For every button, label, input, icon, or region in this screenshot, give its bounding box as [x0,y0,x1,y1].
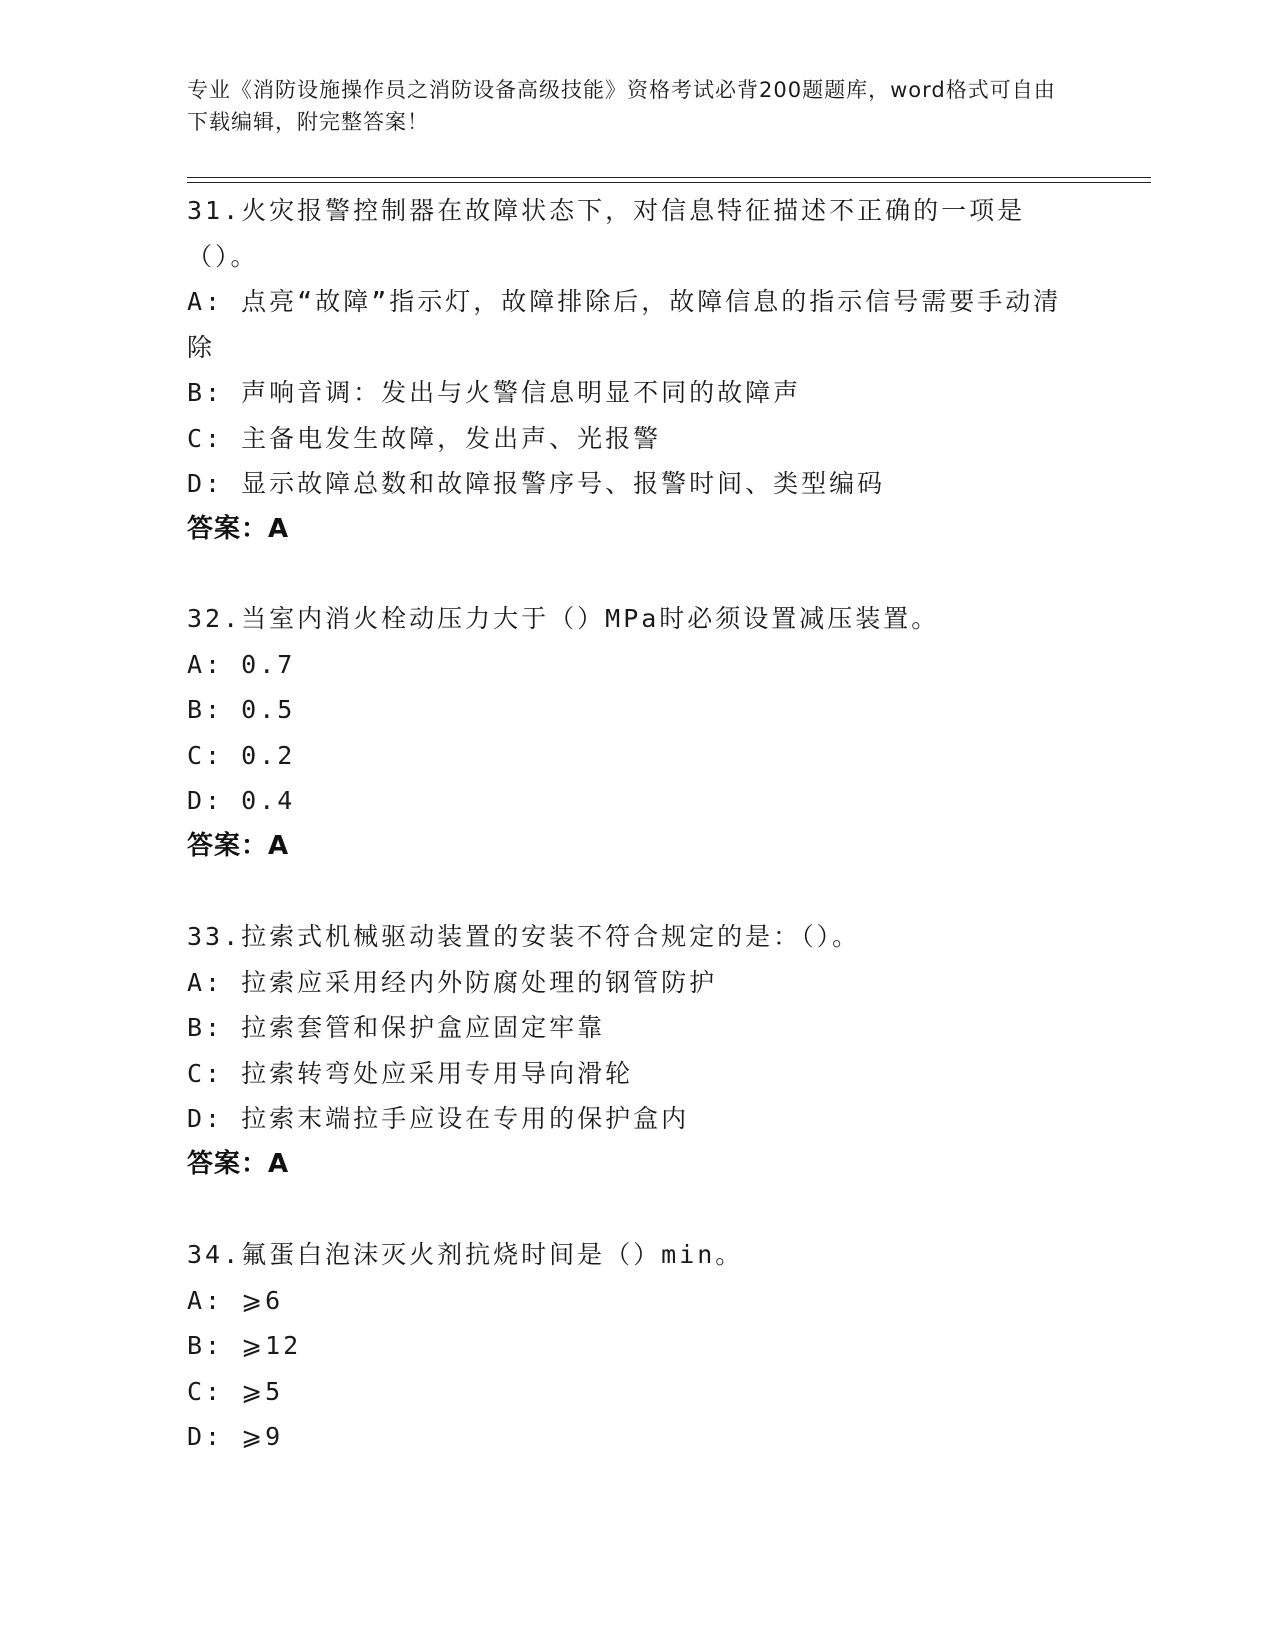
option-d: D: ⩾9 [187,1422,284,1451]
option-b: B: 声响音调：发出与火警信息明显不同的故障声 [187,378,802,407]
option-b: B: ⩾12 [187,1331,302,1360]
header-divider-bottom [187,182,1151,183]
question-33 [187,914,1067,1187]
option-b: B: 0.5 [187,695,296,724]
option-c: C: 拉索转弯处应采用专用导向滑轮 [187,1058,634,1088]
option-c: C: 0.2 [187,740,296,770]
question-stem: 32.当室内消火栓动压力大于（）MPa时必须设置减压装置。 [187,604,940,633]
question-32 [187,596,1067,869]
option-a: A: 拉索应采用经内外防腐处理的钢管防护 [187,967,718,997]
option-c: C: 主备电发生故障，发出声、光报警 [187,423,662,453]
option-d: D: 拉索末端拉手应设在专用的保护盒内 [187,1104,690,1133]
answer-label: 答案：A [187,830,290,861]
option-d: D: 显示故障总数和故障报警序号、报警时间、类型编码 [187,469,886,498]
header-divider-top [187,177,1151,178]
document-header: 专业《消防设施操作员之消防设备高级技能》资格考试必背200题题库，word格式可自由下载编辑，附完整答案！ [187,78,1056,134]
option-b: B: 拉索套管和保护盒应固定牢靠 [187,1013,606,1042]
question-34 [187,1232,1067,1460]
option-a: A: ⩾6 [187,1285,284,1315]
answer-label: 答案：A [187,1148,290,1179]
question-stem: 31.火灾报警控制器在故障状态下，对信息特征描述不正确的一项是（）。 [187,196,1026,271]
option-a: A: 点亮“故障”指示灯，故障排除后，故障信息的指示信号需要手动清除 [187,287,1062,362]
option-c: C: ⩾5 [187,1376,284,1406]
question-31 [187,188,1067,552]
question-stem: 34.氟蛋白泡沫灭火剂抗烧时间是（）min。 [187,1240,744,1269]
answer-label: 答案：A [187,513,290,544]
option-d: D: 0.4 [187,786,296,815]
question-stem: 33.拉索式机械驱动装置的安装不符合规定的是：（）。 [187,922,861,951]
option-a: A: 0.7 [187,649,296,679]
